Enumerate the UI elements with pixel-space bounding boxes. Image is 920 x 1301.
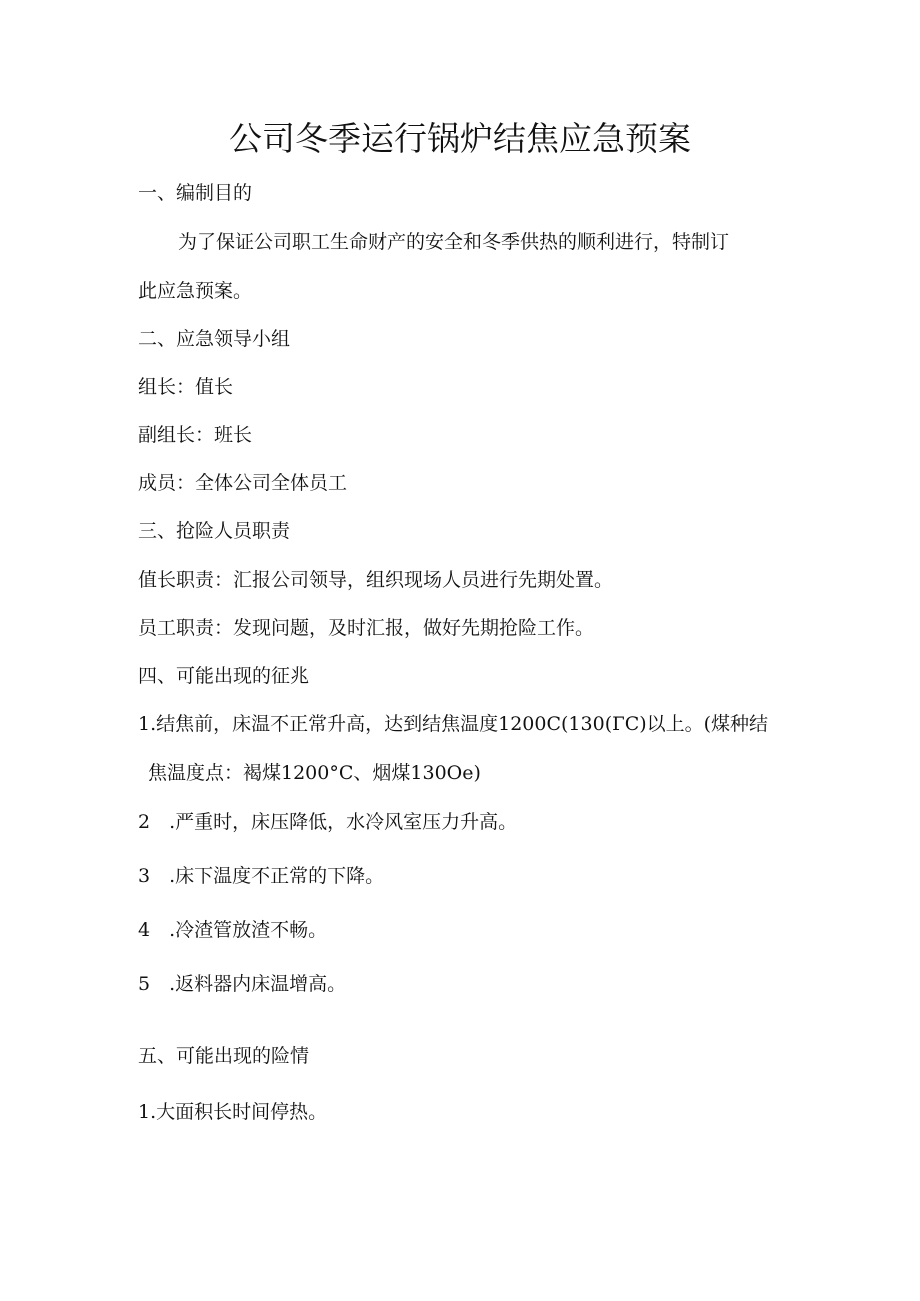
deputy-leader-line: 副组长：班长 <box>138 424 253 446</box>
symptom-1-line-1: 1.结焦前，床温不正常升高，达到结焦温度1200C(130(ГC)以上。(煤种结 <box>138 713 769 735</box>
symptom-3: 3 .床下温度不正常的下降。 <box>138 865 385 887</box>
symptom-5: 5 .返料器内床温增高。 <box>138 973 347 995</box>
section-3-heading: 三、抢险人员职责 <box>138 520 291 542</box>
symptom-1-line-2: 焦温度点：褐煤1200°C、烟煤130Oe) <box>148 762 481 784</box>
section-1-paragraph-line-1: 为了保证公司职工生命财产的安全和冬季供热的顺利进行，特制订 <box>178 231 730 253</box>
group-leader-line: 组长：值长 <box>138 376 234 398</box>
members-line: 成员：全体公司全体员工 <box>138 472 348 494</box>
section-1-heading: 一、编制目的 <box>138 182 253 204</box>
section-2-heading: 二、应急领导小组 <box>138 328 291 350</box>
section-4-heading: 四、可能出现的征兆 <box>138 665 310 687</box>
document-title: 公司冬季运行锅炉结焦应急预案 <box>229 119 691 158</box>
symptom-4: 4 .冷渣管放渣不畅。 <box>138 919 328 941</box>
symptom-2: 2 .严重时，床压降低，水冷风室压力升高。 <box>138 811 518 833</box>
staff-duty: 员工职责：发现问题，及时汇报，做好先期抢险工作。 <box>138 617 595 639</box>
danger-1: 1.大面积长时间停热。 <box>138 1101 328 1123</box>
shift-leader-duty: 值长职责：汇报公司领导，组织现场人员进行先期处置。 <box>138 569 614 591</box>
section-1-paragraph-line-2: 此应急预案。 <box>138 280 253 302</box>
section-5-heading: 五、可能出现的险情 <box>138 1045 310 1067</box>
